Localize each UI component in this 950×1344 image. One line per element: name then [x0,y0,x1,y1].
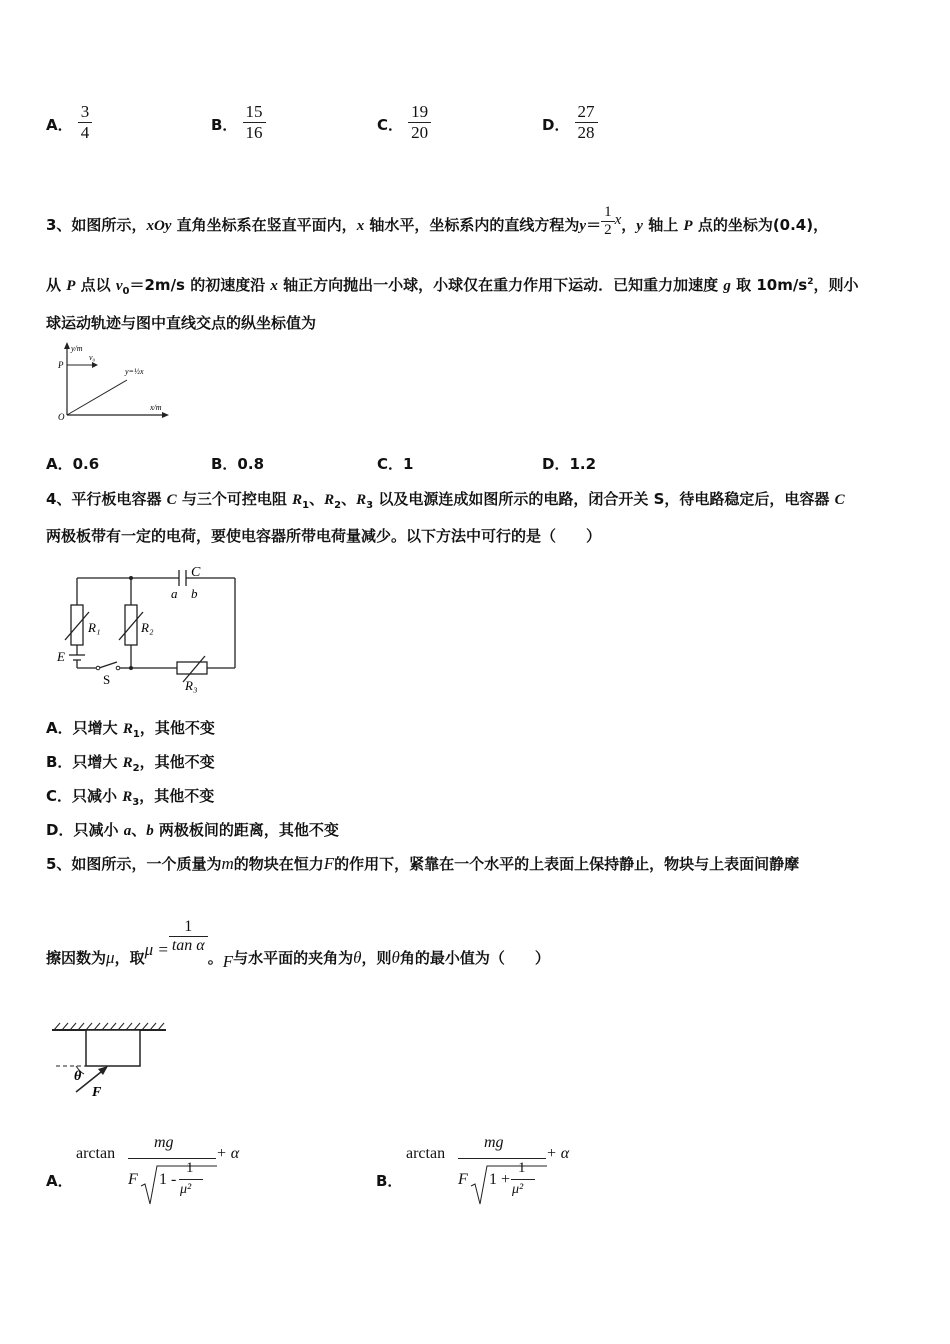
origin-label: O [58,412,65,422]
emf-label: E [57,649,65,664]
q4-line-2: 两极板带有一定的电荷，要使电容器所带电荷量减少。以下方法中可行的是（ ） [46,527,602,545]
option-fraction: $\frac{19}{20}$ [408,102,431,143]
q5-option-a[interactable] [46,1130,306,1210]
plate-b-label: b [191,586,198,601]
fraction-bar [458,1158,546,1159]
q4-option-a[interactable]: A．只增大 $R_1$，其他不变 [46,719,215,740]
line-label: y=½x [125,367,144,376]
option-letter: C． [377,116,404,134]
arctan-text: arctan [76,1145,116,1162]
mu-squared: μ² [180,1182,192,1197]
resistor-r1 [71,605,83,645]
q3-option-d[interactable]: D．1.2 [542,455,597,473]
q3-option-b[interactable]: B．0.8 [211,455,265,473]
q3-line-2: 从 P 点以 $v_0=2m/s$ 的初速度沿 x 轴正方向抛出一小球，小球仅在重力作用下运动．已知重力加速度 g 取 $10m/s^2$，则小 [46,276,859,297]
option-letter: A． [46,116,73,134]
p-label: P [58,360,64,370]
line-y-half-x [67,380,127,415]
mu-definition-fraction: $\frac{1}{\text{tan α}}$ [169,918,208,955]
q4-circuit-figure [55,560,245,700]
y-axis-label: y/m [71,344,83,353]
mg-text: mg [484,1134,504,1151]
q2-option-d[interactable] [542,102,598,143]
mg-text: mg [154,1134,174,1151]
r3-label: R₃ [185,678,198,693]
q4-option-b[interactable]: B．只增大 $R_2$，其他不变 [46,753,215,774]
q2-option-c[interactable] [377,102,431,143]
line-equation-fraction: $\frac{1}{2}$ [601,204,615,239]
option-letter: A． [46,1172,73,1190]
q3-line-3: 球运动轨迹与图中直线交点的纵坐标值为 [46,314,317,332]
inner-fraction-bar [179,1179,203,1180]
option-letter: D． [542,116,570,134]
q5-block-figure [48,1018,173,1100]
q4-option-c[interactable]: C．只减小 $R_3$，其他不变 [46,787,215,808]
q3-line-1: 3、如图所示，xOy 直角坐标系在竖直平面内，x 轴水平，坐标系内的直线方程为y＝ $\frac{1}{2}$ x，y 轴上 P 点的坐标为(0.4)， [46,204,829,238]
plus-alpha: + α [216,1145,240,1162]
inner-one: 1 [518,1160,526,1176]
option-fraction: $\frac{27}{28}$ [575,102,598,143]
q5-line-2: 擦因数为μ，取μ = $\frac{1}{\text{tan α}}$ 。F与水平面的夹角为θ，则θ角的最小值为（ ） [46,918,550,971]
q3-figure [55,340,175,422]
q4-line-1: 4、平行板电容器 C 与三个可控电阻 $R_1$、$R_2$、$R_3$ 以及电源连成如图所示的电路，闭合开关 S，待电路稳定后，电容器 C [46,490,845,511]
fraction-bar [128,1158,216,1159]
plate-a-label: a [171,586,178,601]
capacitor-label: C [191,565,201,580]
theta-label: θ [74,1069,82,1084]
q3-option-a[interactable]: A．0.6 [46,455,100,473]
one-plus-text: 1 + [489,1171,511,1188]
inner-fraction-bar [511,1179,535,1180]
resistor-r2 [125,605,137,645]
one-minus-text: 1 - [159,1171,177,1188]
x-axis-label: x/m [150,403,162,412]
switch-s [99,662,117,668]
switch-label: S [103,672,111,687]
f-text: F [458,1171,468,1188]
q2-option-b[interactable] [211,102,266,143]
option-fraction: $\frac{15}{16}$ [243,102,266,143]
arctan-text: arctan [406,1145,446,1162]
plus-alpha: + α [546,1145,570,1162]
q5-line-1: 5、如图所示，一个质量为m的物块在恒力F的作用下，紧靠在一个水平的上表面上保持静止，物块与上表面间静摩 [46,854,800,873]
r1-label: R₁ [88,620,101,635]
v0-label: v₀ [89,353,96,362]
mu-squared: μ² [512,1182,524,1197]
q2-options [0,100,950,160]
block [86,1030,140,1066]
q2-option-a[interactable] [46,102,92,143]
r2-label: R₂ [141,620,154,635]
q3-option-c[interactable]: C．1 [377,455,414,473]
f-text: F [128,1171,138,1188]
sqrt-sign [139,1164,219,1208]
option-letter: B． [211,116,238,134]
q4-option-d[interactable]: D．只减小 a、b 两极板间的距离，其他不变 [46,821,339,839]
option-letter: B． [376,1172,403,1190]
q5-option-b[interactable] [376,1130,636,1210]
option-fraction: $\frac{3}{4}$ [78,102,93,143]
force-label: F [92,1085,102,1100]
inner-one: 1 [186,1160,194,1176]
